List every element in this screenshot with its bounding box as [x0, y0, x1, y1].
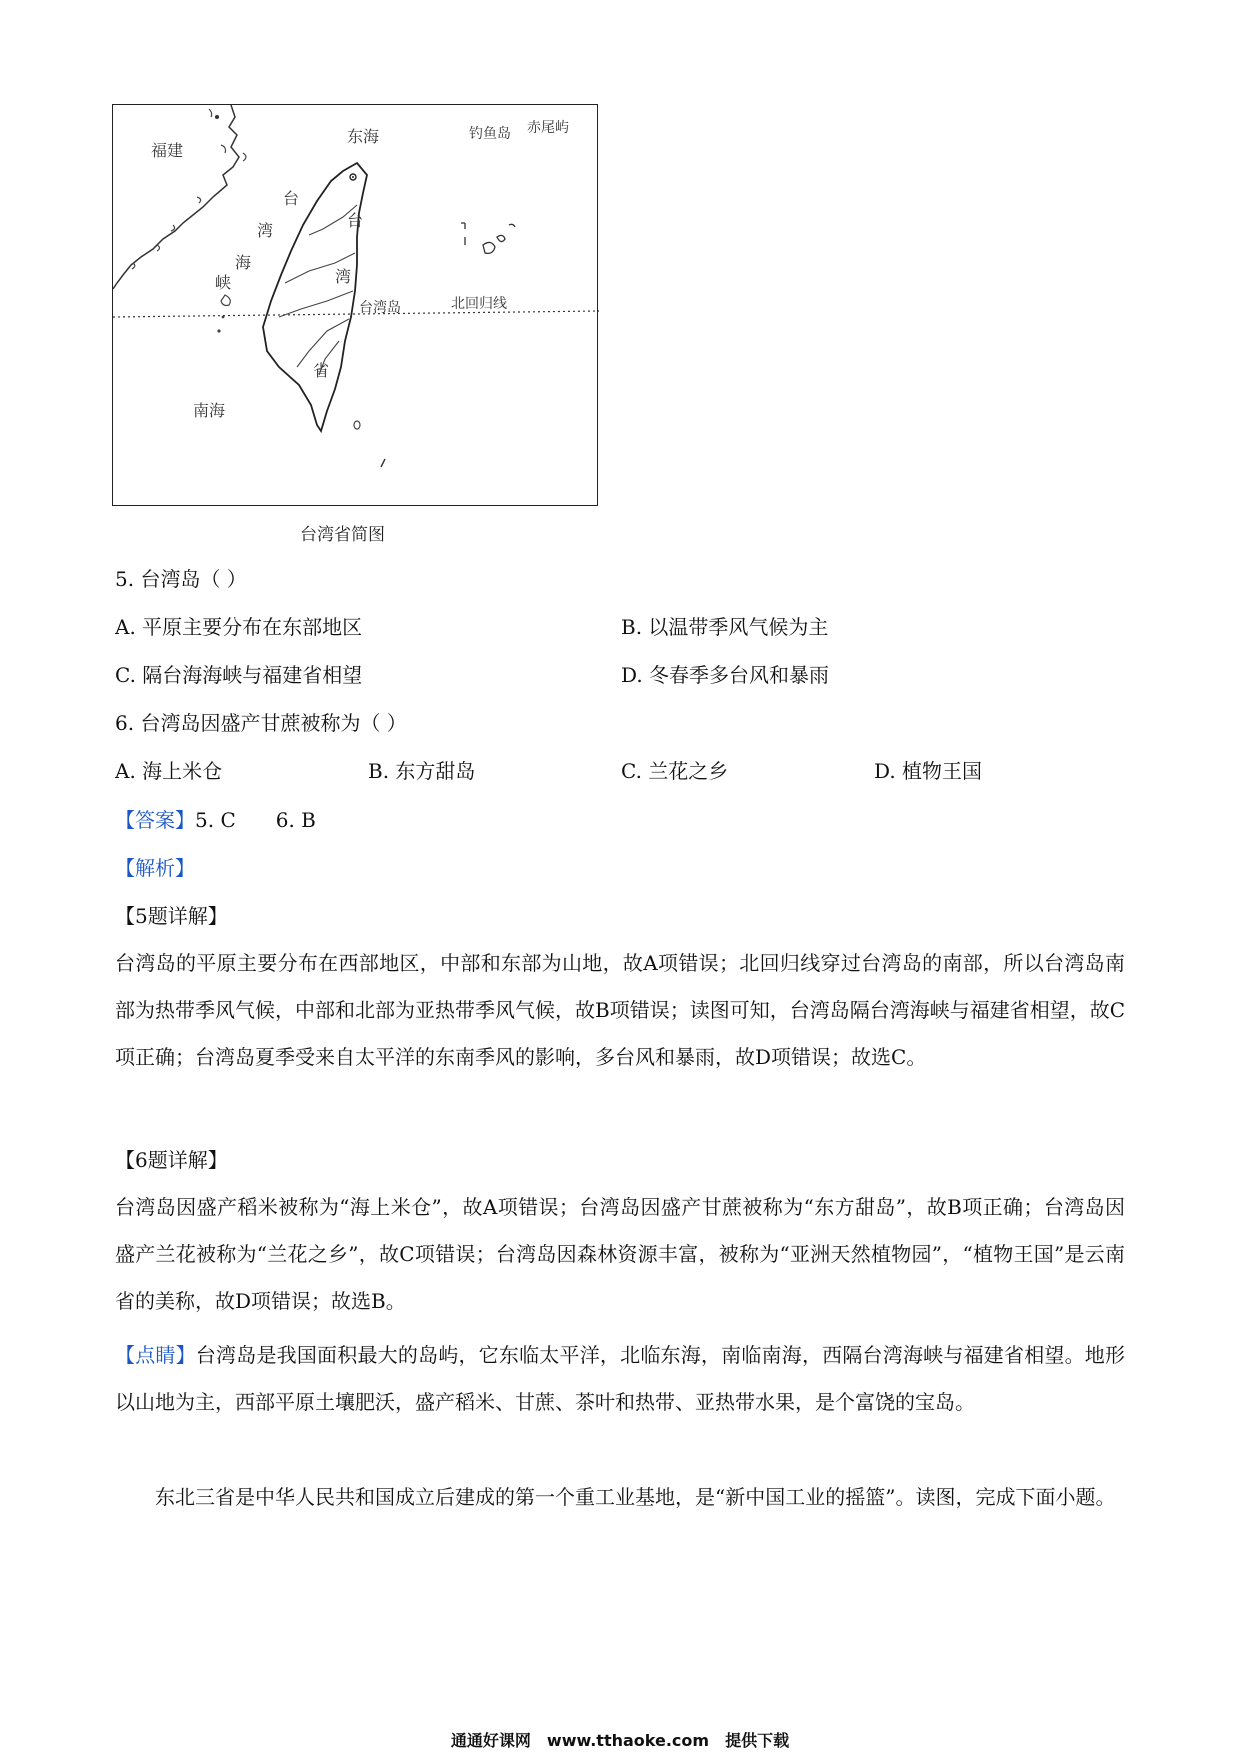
label-province-1: 台 [347, 211, 364, 230]
q5-option-b: B. 以温带季风气候为主 [621, 615, 829, 639]
page-footer: 通通好课网 www.tthaoke.com 提供下载 [450, 1731, 790, 1750]
q6-option-c: C. 兰花之乡 [621, 759, 729, 783]
answer-line [115, 808, 316, 832]
q5-stem: 5. 台湾岛（ ） [115, 567, 247, 591]
analysis-tag: 【解析】 [115, 856, 195, 880]
q5-option-d: D. 冬春季多台风和暴雨 [621, 663, 830, 687]
answer-text: 5. C 6. B [195, 808, 316, 832]
label-strait-4: 峡 [215, 273, 232, 292]
tip-paragraph [115, 1332, 1125, 1426]
label-strait-2: 湾 [257, 221, 274, 240]
detail5-text: 台湾岛的平原主要分布在西部地区，中部和东部为山地，故A项错误；北回归线穿过台湾岛的南部，所以台湾岛南部为热带季风气候，中部和北部为亚热带季风气候，故B项错误；读图可知，台湾岛隔台湾海峡与福建省相望，故C项正确；台湾岛夏季受来自太平洋的东南季风的影响，多台风和暴雨，故D项错误；故选C。 [115, 951, 1125, 1069]
detail6-title: 【6题详解】 [115, 1148, 228, 1172]
tropic-of-cancer-line [113, 311, 599, 317]
map-caption: 台湾省简图 [300, 525, 385, 545]
label-diaoyu: 钓鱼岛 [469, 126, 511, 142]
label-strait-3: 海 [235, 253, 252, 272]
label-tropic-of-cancer: 北回归线 [451, 296, 507, 312]
q6-option-a: A. 海上米仓 [115, 759, 223, 783]
q6-stem: 6. 台湾岛因盛产甘蔗被称为（ ） [115, 711, 407, 735]
detail5-title: 【5题详解】 [115, 904, 228, 928]
label-fujian: 福建 [151, 141, 184, 160]
label-chiwei: 赤尾屿 [527, 120, 569, 136]
fujian-coastline [113, 105, 239, 292]
q5-option-a: A. 平原主要分布在东部地区 [115, 615, 363, 639]
answer-tag: 【答案】 [115, 808, 195, 832]
label-strait-1: 台 [283, 189, 300, 208]
detail6-text: 台湾岛因盛产稻米被称为“海上米仓”，故A项错误；台湾岛因盛产甘蔗被称为“东方甜岛”，故B项正确；台湾岛因盛产兰花被称为“兰花之乡”，故C项错误；台湾岛因森林资源丰富，被称为“亚洲天然植物园”，“植物王国”是云南省的美称，故D项错误；故选B。 [115, 1195, 1125, 1313]
q5-option-c: C. 隔台海海峡与福建省相望 [115, 663, 363, 687]
tip-text: 台湾岛是我国面积最大的岛屿，它东临太平洋，北临东海，南临南海，西隔台湾海峡与福建省相望。地形以山地为主，西部平原土壤肥沃，盛产稻米、甘蔗、茶叶和热带、亚热带水果，是个富饶的宝岛。 [115, 1343, 1126, 1414]
q6-option-d: D. 植物王国 [874, 759, 983, 783]
taiwan-map [112, 104, 598, 506]
label-nanhai: 南海 [193, 401, 226, 420]
label-province-2: 湾 [335, 267, 352, 286]
label-taiwan-island: 台湾岛 [359, 300, 401, 316]
label-donghai: 东海 [347, 127, 380, 146]
next-intro: 东北三省是中华人民共和国成立后建成的第一个重工业基地，是“新中国工业的摇篮”。读图，完成下面小题。 [155, 1485, 1116, 1509]
taiwan-island-outline [263, 163, 367, 431]
label-province-3: 省 [313, 361, 330, 380]
tip-tag: 【点睛】 [115, 1343, 196, 1367]
q6-option-b: B. 东方甜岛 [368, 759, 476, 783]
map-drawing [113, 105, 599, 507]
